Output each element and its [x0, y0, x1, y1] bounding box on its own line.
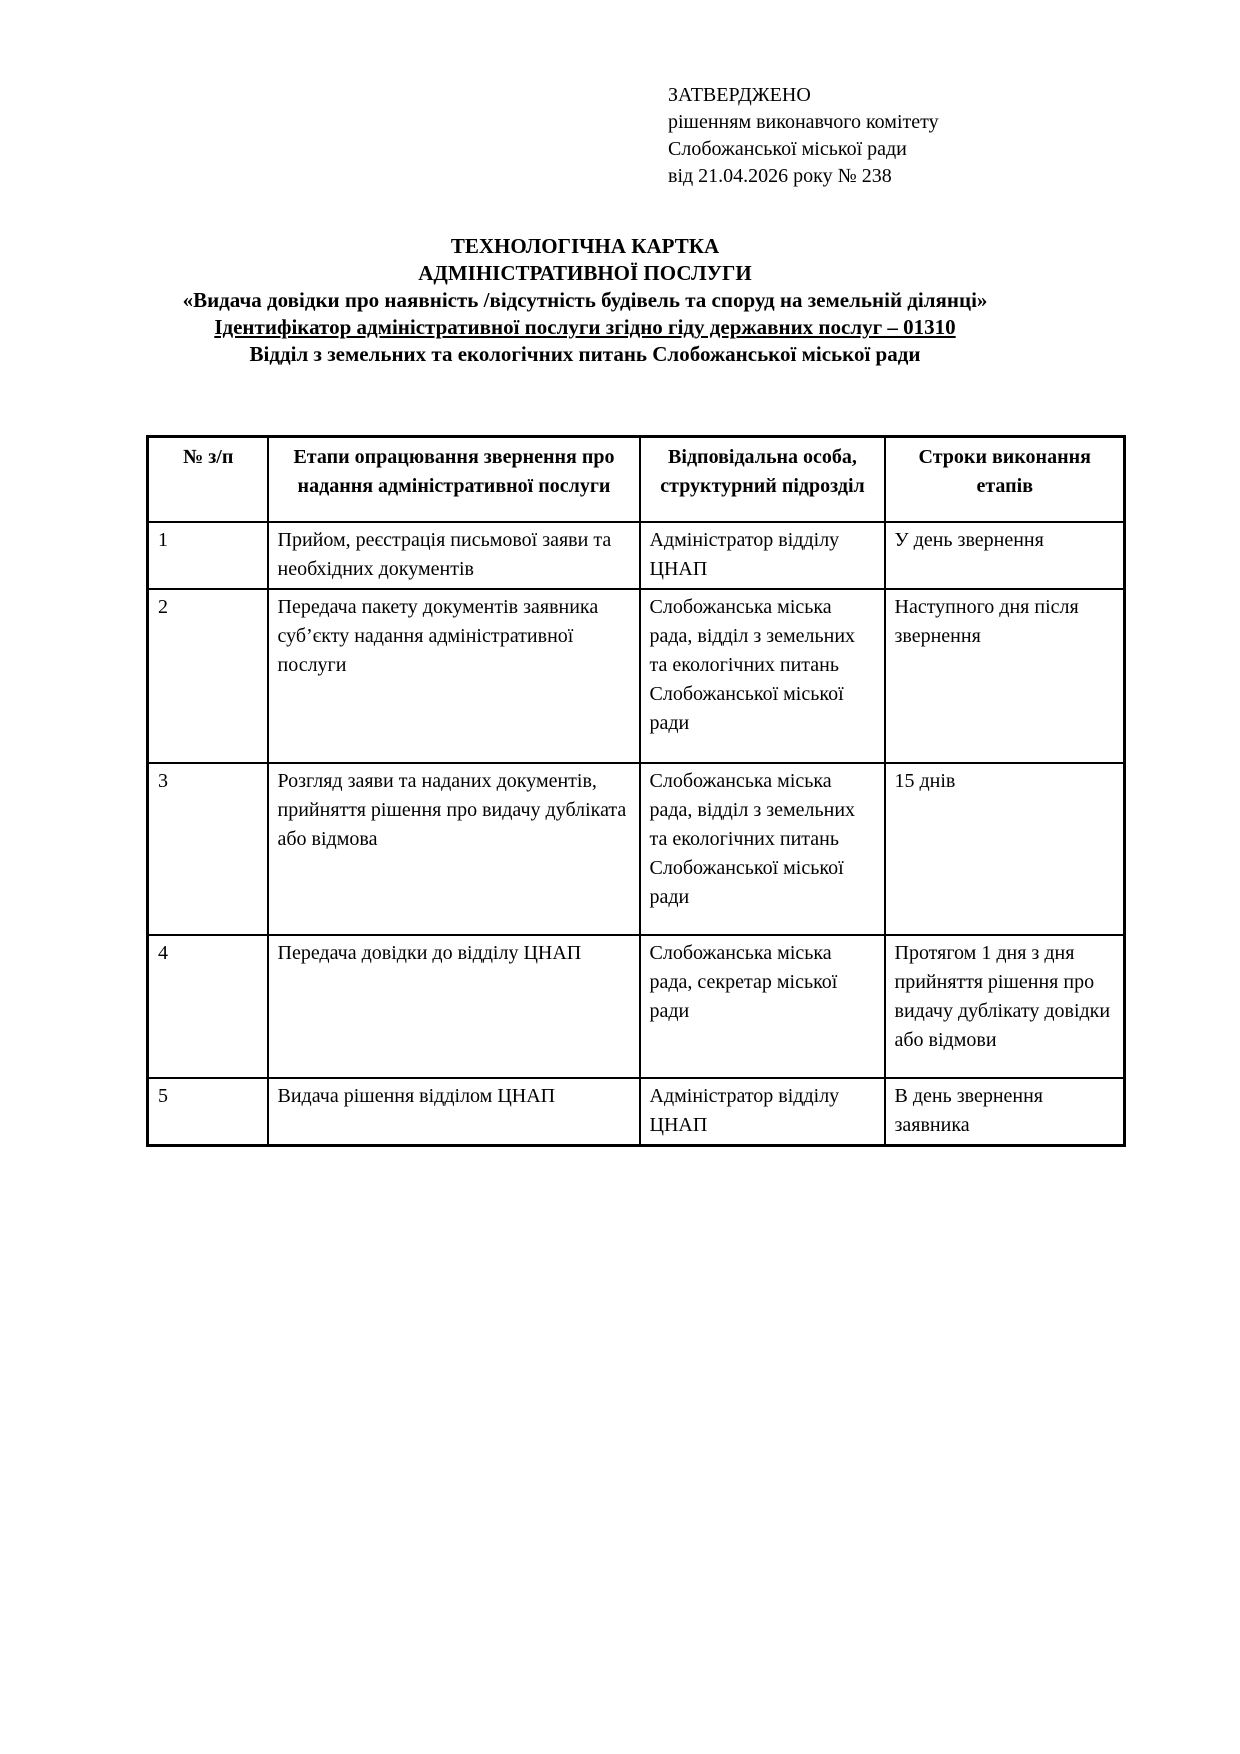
term-cell: У день звернення	[885, 522, 1125, 589]
table-row	[148, 1078, 1125, 1146]
stage-cell: Прийом, реєстрація письмової заяви та необхідних документів	[268, 522, 640, 589]
table-row	[148, 763, 1125, 935]
approval-line-3: Слобожанської міської ради	[668, 138, 907, 160]
responsible-cell: Слобожанська міська рада, секретар міської ради	[640, 935, 885, 1078]
row-number-cell: 4	[148, 935, 268, 1078]
approval-line-4: від 21.04.2026 року № 238	[668, 165, 892, 187]
term-cell: Наступного дня після звернення	[885, 589, 1125, 763]
stage-cell: Передача довідки до відділу ЦНАП	[268, 935, 640, 1078]
responsible-cell: Адміністратор відділу ЦНАП	[640, 1078, 885, 1146]
header-cell-number: № з/п	[148, 437, 268, 522]
term-cell: Протягом 1 дня з дня прийняття рішення про видачу дублікату довідки або відмови	[885, 935, 1125, 1078]
table-header-row	[148, 437, 1125, 522]
term-cell: В день звернення заявника	[885, 1078, 1125, 1146]
approval-line-1: ЗАТВЕРДЖЕНО	[668, 84, 811, 106]
row-number-cell: 3	[148, 763, 268, 935]
document-title-line-1: ТЕХНОЛОГІЧНА КАРТКА	[450, 234, 720, 258]
header-cell-responsible: Відповідальна особа, структурний підрозділ	[640, 437, 885, 522]
table-row	[148, 589, 1125, 763]
header-cell-term: Строки виконання етапів	[885, 437, 1125, 522]
responsible-cell: Слобожанська міська рада, відділ з земельних та екологічних питань Слобожанської міської ради	[640, 589, 885, 763]
table-row	[148, 522, 1125, 589]
responsible-cell: Адміністратор відділу ЦНАП	[640, 522, 885, 589]
term-cell: 15 днів	[885, 763, 1125, 935]
service-identifier-line: Ідентифікатор адміністративної послуги згідно гіду державних послуг – 01310	[214, 315, 956, 339]
responsible-cell: Слобожанська міська рада, відділ з земельних та екологічних питань Слобожанської міської ради	[640, 763, 885, 935]
stage-cell: Розгляд заяви та наданих документів, прийняття рішення про видачу дубліката або відмова	[268, 763, 640, 935]
stage-cell: Передача пакету документів заявника суб’єкту надання адміністративної послуги	[268, 589, 640, 763]
row-number-cell: 2	[148, 589, 268, 763]
table-row	[148, 935, 1125, 1078]
header-cell-stage: Етапи опрацювання звернення про надання адміністративної послуги	[268, 437, 640, 522]
department-line: Відділ з земельних та екологічних питань Слобожанської міської ради	[249, 342, 921, 366]
approval-line-2: рішенням виконавчого комітету	[668, 111, 939, 133]
stage-cell: Видача рішення відділом ЦНАП	[268, 1078, 640, 1146]
approval-block	[668, 82, 1240, 190]
document-title-line-2: АДМІНІСТРАТИВНОЇ ПОСЛУГИ	[418, 261, 752, 285]
service-name-line: «Видача довідки про наявність /відсутність будівель та споруд на земельній ділянці»	[182, 288, 988, 312]
row-number-cell: 5	[148, 1078, 268, 1146]
process-table	[146, 435, 1126, 1147]
title-block	[75, 233, 1095, 368]
row-number-cell: 1	[148, 522, 268, 589]
